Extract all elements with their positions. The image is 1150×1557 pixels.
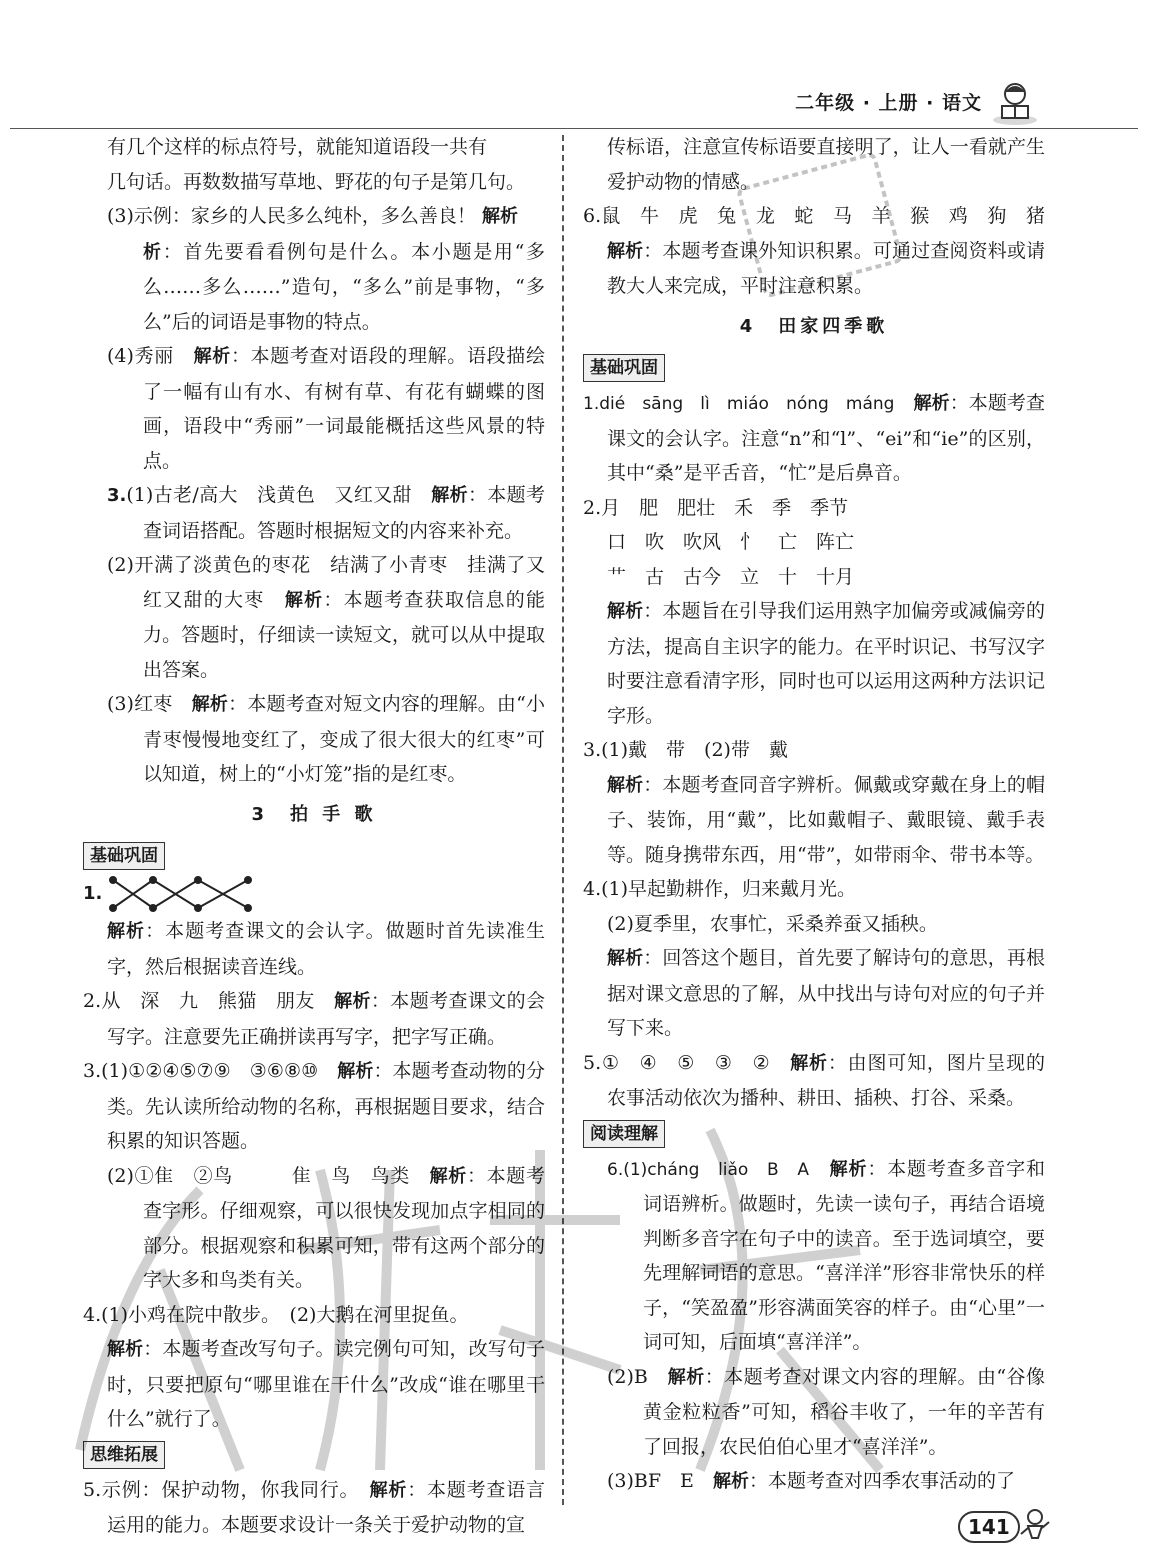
- analysis-label: 解析: [107, 1339, 144, 1360]
- analysis-body: ：本题考查同音字辨析。佩戴或穿戴在身上的帽子、装饰，用“戴”，比如戴帽子、戴眼镜、戴手表等。随身携带东西，用“带”，如带雨伞、带书本等。: [607, 773, 1045, 866]
- text-line: 传标语，注意宣传标语要直接明了，让人一看就产生爱护动物的情感。: [607, 136, 1045, 193]
- answer-line: 艹 古 古今 立 十 十月: [607, 565, 855, 588]
- answer: (2)①隹 ②鸟 隹 鸟 鸟类: [107, 1164, 410, 1187]
- analysis-body: ：本题考查多音字和词语辨析。做题时，先读一读句子，再结合语境判断多音字在句子中的读音。至于选词填空，要先理解词语的意思。“喜洋洋”形容非常快乐的样子，“笑盈盈”形容满面笑容的样子。由“心里”一词可知，后面填“喜洋洋”。: [643, 1157, 1045, 1353]
- section-tag-expand: 思维拓展: [83, 1441, 165, 1469]
- watermark-icon: [60, 1070, 1010, 1490]
- matching-lines-icon: [108, 874, 258, 914]
- text-line: 几句话。再数数描写草地、野花的句子是第几句。: [107, 170, 526, 193]
- answer: (3)示例：家乡的人民多么纯朴，多么善良！: [107, 205, 476, 227]
- answer: 1.dié sāng lì miáo nóng máng: [583, 394, 895, 414]
- answer-block: [83, 984, 545, 1054]
- answer: (3)BF E: [607, 1470, 694, 1492]
- analysis-body: ：本题考查对四季农事活动的了: [748, 1470, 1015, 1492]
- analysis-body: ：由图可知，图片呈现的农事活动依次为播种、耕田、插秧、打谷、采桑。: [607, 1051, 1045, 1109]
- answer-block: [83, 478, 545, 548]
- analysis-label: 解析: [607, 774, 644, 796]
- section-tag-basic: 基础巩固: [83, 842, 165, 870]
- answer: (3)红枣: [107, 693, 173, 715]
- lesson-title: 4 田家四季歌: [739, 315, 889, 337]
- page-number: 141: [958, 1511, 1020, 1543]
- analysis-body: ：本题考查对课文内容的理解。由“谷像黄金粒粒香”可知，稻谷丰收了，一年的辛苦有了回报，农民伯伯心里才“喜洋洋”。: [643, 1365, 1046, 1458]
- answer: 6.(1)cháng liǎo B A: [607, 1159, 809, 1180]
- answer: 3.(1)①②④⑤⑦⑨ ③⑥⑧⑩: [83, 1060, 319, 1082]
- answer-block: [83, 548, 545, 687]
- analysis-label: 解析: [431, 485, 468, 506]
- analysis-text: [583, 768, 1045, 873]
- analysis-body: ：本题考查课文的会认字。注意“n”和“l”、“ei”和“ie”的区别，其中“桑”是平舌音，“忙”是后鼻音。: [607, 392, 1045, 484]
- analysis-label: 解析: [829, 1158, 868, 1180]
- analysis-label: 解析: [481, 206, 518, 227]
- section-tag-basic: 基础巩固: [583, 354, 665, 382]
- analysis-body: ：本题考查课文的会认字。做题时首先读准生字，然后根据读音连线。: [107, 920, 545, 978]
- analysis-body: ：本题考查对语段的理解。语段描绘了一幅有山有水、有树有草、有花有蝴蝶的图画，语段中“秀丽”一词最能概括这些风景的特点。: [143, 345, 545, 472]
- analysis-body: ：本题考查获取信息的能力。答题时，仔细读一读短文，就可以从中提取出答案。: [143, 588, 545, 681]
- analysis-body: ：本题考查语言运用的能力。本题要求设计一条关于爱护动物的宣: [107, 1478, 545, 1536]
- analysis-label: 解析: [284, 589, 324, 611]
- analysis-label: 析: [143, 241, 163, 263]
- answer: (2)开满了淡黄色的枣花 结满了小青枣 挂满了又红又甜的大枣: [107, 554, 545, 611]
- reading-child-icon: [992, 80, 1038, 126]
- answer: 5.① ④ ⑤ ③ ②: [583, 1051, 771, 1074]
- analysis-label: 解析: [107, 921, 146, 942]
- answer-line: (2)夏季里，农事忙，采桑养蚕又插秧。: [607, 912, 938, 935]
- answer-line: 3.(1)戴 带 (2)带 戴: [583, 739, 788, 761]
- analysis-text: [583, 941, 1045, 1046]
- analysis-label: 解析: [607, 240, 644, 262]
- analysis-label: 解析: [334, 991, 371, 1012]
- analysis-label: 解析: [429, 1165, 467, 1187]
- answer-block: [583, 386, 1045, 491]
- answer-line: 2.月 肥 肥壮 禾 季 季节: [583, 496, 849, 519]
- analysis-label: 解析: [913, 393, 950, 414]
- analysis-body: ：首先要看看例句是什么。本小题是用“多么……多么……”造句，“多么”前是事物，“多么”后的词语是事物的特点。: [143, 240, 545, 333]
- header-rule: [10, 128, 1138, 129]
- analysis-body: ：本题考查课文的会写字。注意要先正确拼读再写字，把字写正确。: [107, 990, 545, 1048]
- answer: (2)B: [607, 1365, 648, 1388]
- text-line: 有几个这样的标点符号，就能知道语段一共有: [107, 136, 488, 158]
- answer-block: [83, 339, 545, 478]
- answer-block: [83, 687, 545, 792]
- analysis-body: ：本题考查对短文内容的理解。由“小青枣慢慢地变红了，变成了很大很大的红枣”可以知道，树上的“小灯笼”指的是红枣。: [143, 693, 545, 785]
- answer-line: 口 吹 吹风 忄 亡 阵亡: [607, 531, 855, 553]
- answer: 6.鼠 牛 虎 兔 龙 蛇 马 羊 猴 鸡 狗 猪: [583, 205, 1045, 227]
- analysis-text: [83, 235, 545, 340]
- analysis-body: ：本题考查词语搭配。答题时根据短文的内容来补充。: [143, 484, 545, 542]
- analysis-body: ：本题考查字形。仔细观察，可以很快发现加点字相同的部分。根据观察和积累可知，带有这两个部分的字大多和鸟类有关。: [143, 1164, 545, 1291]
- section-tag-reading: 阅读理解: [583, 1120, 665, 1148]
- analysis-label: 解析: [607, 948, 644, 969]
- running-child-icon: [1018, 1508, 1052, 1542]
- analysis-label: 解析: [790, 1052, 828, 1074]
- answer-line: [83, 199, 545, 235]
- header-title: 二年级 · 上册 · 语文: [795, 92, 982, 114]
- analysis-body: ：回答这个题目，首先要了解诗句的意思，再根据对课文意思的了解，从中找出与诗句对应的句子并写下来。: [607, 947, 1045, 1039]
- lesson-title: 3 拍 手 歌: [251, 803, 377, 825]
- question-number: 3.: [107, 485, 127, 506]
- analysis-body: ：本题考查课外知识积累。可通过查阅资料或请教大人来完成，平时注意积累。: [607, 239, 1045, 297]
- analysis-body: ：本题考查动物的分类。先认读所给动物的名称，再根据题目要求，结合积累的知识答题。: [107, 1060, 545, 1152]
- analysis-label: 解析: [667, 1366, 705, 1388]
- answer-block: [83, 874, 545, 914]
- analysis-label: 解析: [712, 1471, 749, 1492]
- page-header: [0, 78, 1150, 138]
- answer-line: 4.(1)早起勤耕作，归来戴月光。: [583, 878, 857, 900]
- question-number: 1.: [83, 883, 103, 904]
- answer: 5.示例：保护动物，你我同行。: [83, 1478, 350, 1501]
- analysis-body: ：本题旨在引导我们运用熟字加偏旁或减偏旁的方法，提高自主识字的能力。在平时识记、书写汉字时要注意看清字形，同时也可以运用这两种方法识记字形。: [607, 600, 1045, 727]
- analysis-label: 解析: [191, 694, 229, 715]
- analysis-label: 解析: [193, 346, 231, 367]
- analysis-label: 解析: [337, 1061, 374, 1082]
- analysis-text: [583, 594, 1045, 733]
- answer-block: [583, 199, 1045, 304]
- answer: 2.从 深 九 熊猫 朋友: [83, 990, 315, 1012]
- analysis-body: ：本题考查改写句子。读完例句可知，改写句子时，只要把原句“哪里谁在干什么”改成“谁在哪里干什么”就行了。: [107, 1338, 545, 1430]
- answer: (1)古老/高大 浅黄色 又红又甜: [126, 484, 412, 506]
- analysis-label: 解析: [607, 601, 644, 622]
- analysis-label: 解析: [369, 1479, 408, 1501]
- answer-line: 4.(1)小鸡在院中散步。 (2)大鹅在河里捉鱼。: [83, 1303, 469, 1326]
- analysis-text: [83, 914, 545, 984]
- answer: (4)秀丽: [107, 345, 174, 367]
